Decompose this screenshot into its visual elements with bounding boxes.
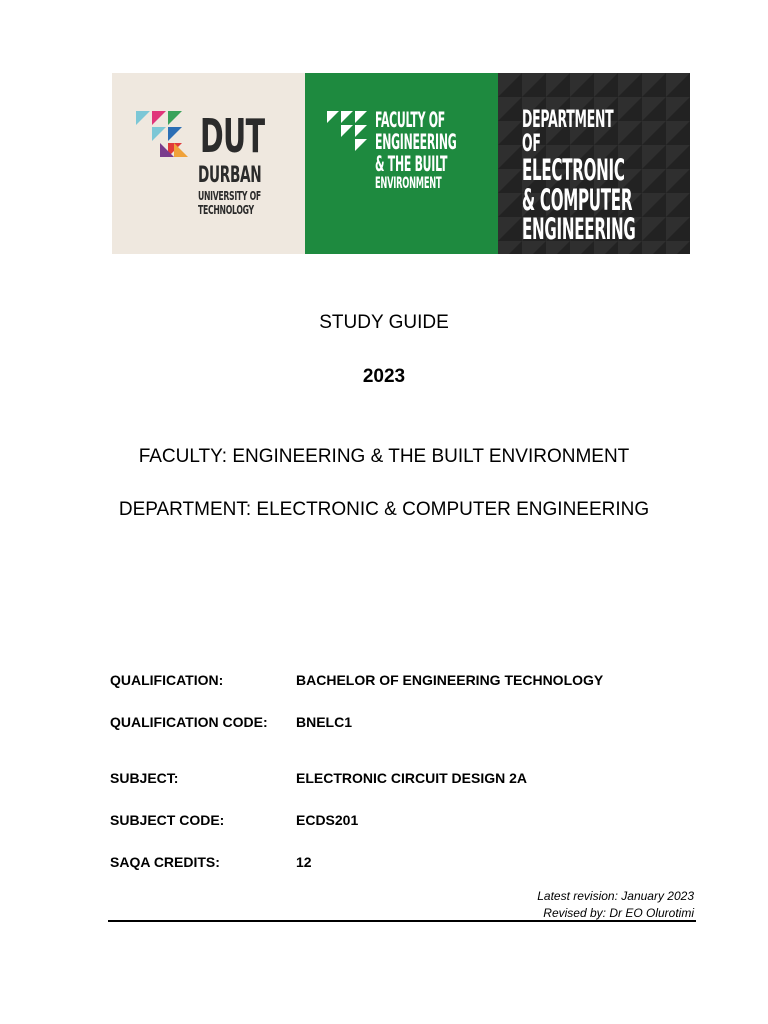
department-logo-line: ELECTRONIC [522, 152, 625, 187]
detail-value: ELECTRONIC CIRCUIT DESIGN 2A [296, 770, 528, 786]
department-logo-line: & COMPUTER [522, 182, 633, 217]
footer-divider [108, 920, 696, 922]
detail-value: ECDS201 [296, 812, 359, 828]
dut-wordmark: DUT [200, 109, 265, 163]
detail-label: SAQA CREDITS: [110, 854, 220, 870]
department-heading: DEPARTMENT: ELECTRONIC & COMPUTER ENGINEERING [118, 499, 650, 520]
detail-label: SUBJECT CODE: [110, 812, 225, 828]
doc-year: 2023 [362, 366, 406, 387]
department-logo-line: DEPARTMENT OF [522, 105, 614, 158]
faculty-logo-line: & THE BUILT [375, 152, 448, 177]
detail-value: 12 [296, 854, 312, 870]
detail-label: QUALIFICATION CODE: [110, 714, 268, 730]
dut-subtitle-line: TECHNOLOGY [198, 201, 254, 217]
faculty-heading: FACULTY: ENGINEERING & THE BUILT ENVIRONMENT [138, 446, 630, 467]
faculty-logo-line: ENGINEERING [375, 130, 457, 155]
department-logo-line: ENGINEERING [522, 212, 636, 247]
faculty-logo-line: ENVIRONMENT [375, 173, 442, 193]
department-logo-panel [498, 73, 690, 254]
dut-subtitle [198, 189, 261, 216]
dut-logo-panel [112, 73, 305, 254]
dut-durban-text: DURBAN [198, 163, 262, 188]
latest-revision: Latest revision: January 2023 [537, 889, 694, 903]
detail-value: BNELC1 [296, 714, 353, 730]
faculty-logo-panel [305, 73, 498, 254]
faculty-logo-line: FACULTY OF [375, 108, 445, 132]
doc-title: STUDY GUIDE [319, 312, 449, 333]
detail-label: QUALIFICATION: [110, 672, 224, 688]
header-banner [112, 73, 690, 254]
dut-subtitle-line: UNIVERSITY OF [198, 188, 261, 203]
department-logo-text [522, 107, 635, 245]
detail-label: SUBJECT: [110, 770, 179, 786]
revised-by: Revised by: Dr EO Olurotimi [543, 906, 694, 920]
detail-value: BACHELOR OF ENGINEERING TECHNOLOGY [296, 672, 604, 688]
faculty-logo-text [375, 109, 456, 192]
